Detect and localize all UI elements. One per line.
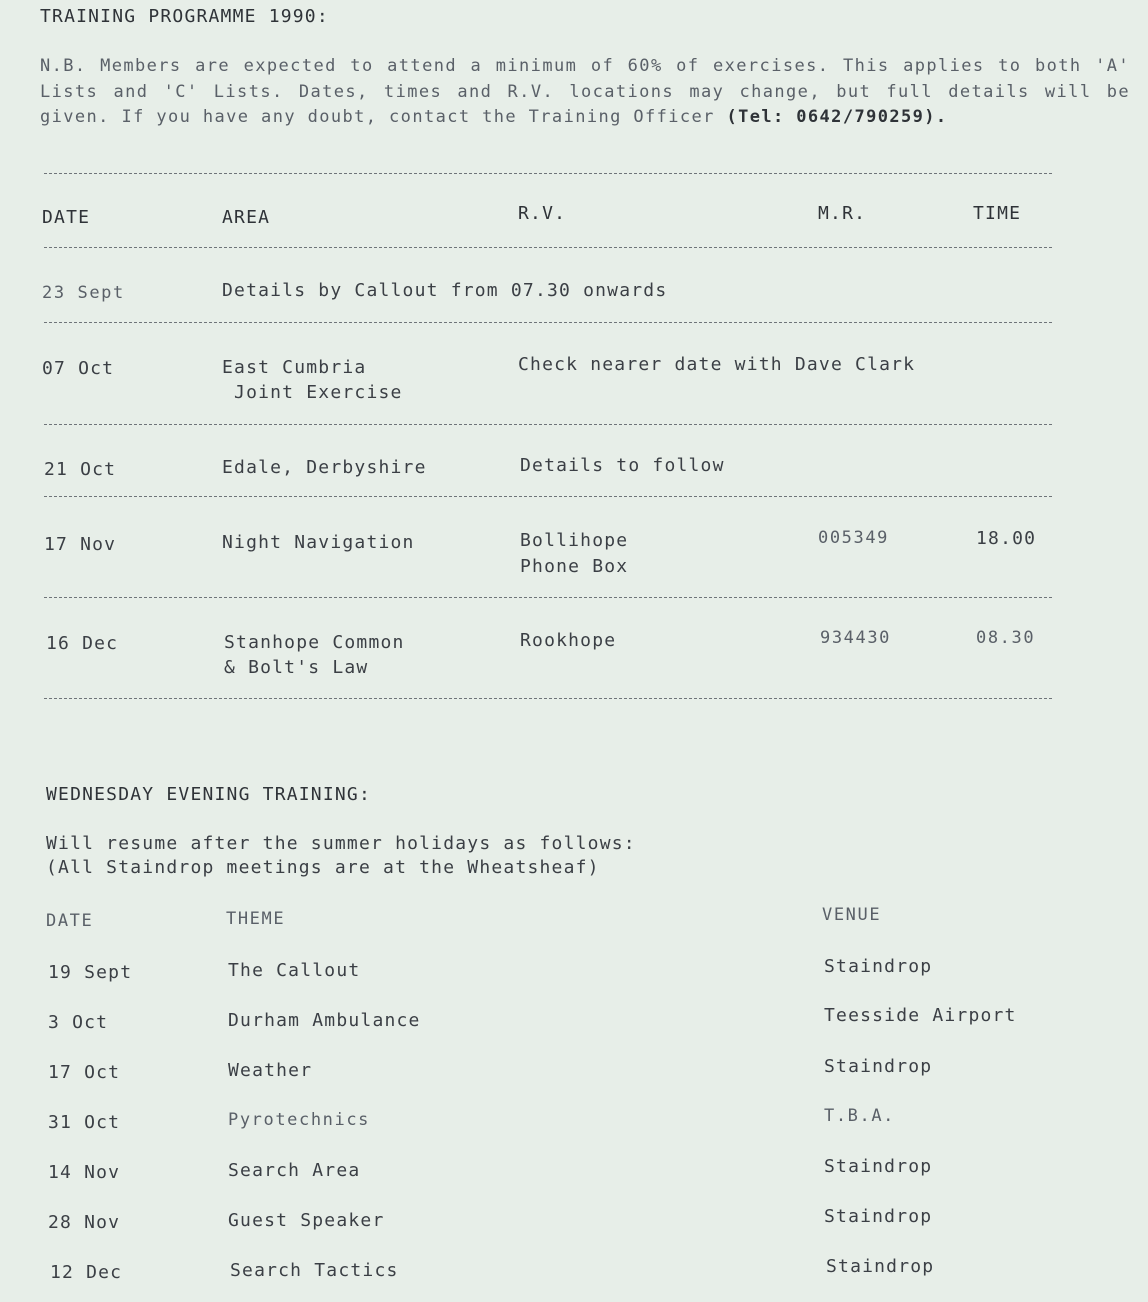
wednesday-row-theme: Search Tactics <box>230 1260 399 1281</box>
programme-row-mr: 005349 <box>818 528 890 548</box>
wednesday-row-date: 3 Oct <box>48 1012 109 1033</box>
divider <box>44 173 1052 174</box>
programme-row-rv: Rookhope <box>520 630 617 651</box>
programme-row-rv: Bollihope <box>520 530 629 551</box>
programme-row-time: 08.30 <box>976 628 1036 648</box>
wednesday-row-theme: Pyrotechnics <box>228 1110 371 1130</box>
wednesday-row-theme: Weather <box>228 1060 313 1081</box>
programme-row-area: Edale, Derbyshire <box>222 457 427 478</box>
programme-row-area: Stanhope Common <box>224 632 405 653</box>
wednesday-row-venue: Staindrop <box>824 1206 933 1227</box>
header-date: DATE <box>42 207 91 228</box>
wednesday-row-date: 19 Sept <box>48 962 133 983</box>
header-rv: R.V. <box>518 203 567 224</box>
programme-row-date: 21 Oct <box>44 459 117 480</box>
wednesday-row-date: 14 Nov <box>48 1162 121 1183</box>
page-title: TRAINING PROGRAMME 1990: <box>40 6 329 27</box>
programme-row-area: Night Navigation <box>222 532 415 553</box>
wednesday-row-venue: Staindrop <box>826 1256 935 1277</box>
programme-row-rv: Check nearer date with Dave Clark <box>518 354 916 375</box>
wednesday-row-theme: Guest Speaker <box>228 1210 385 1231</box>
header-date: DATE <box>46 911 94 931</box>
programme-row-time: 18.00 <box>976 528 1037 549</box>
programme-row-area: East Cumbria <box>222 357 367 378</box>
programme-row-rv: Phone Box <box>520 556 629 577</box>
note-telephone: (Tel: 0642/790259). <box>726 107 948 127</box>
programme-row-date: 07 Oct <box>42 358 115 379</box>
divider <box>44 322 1052 323</box>
divider <box>44 597 1052 598</box>
programme-row-date: 23 Sept <box>42 283 125 303</box>
programme-row-area: Details by Callout from 07.30 onwards <box>222 280 668 301</box>
wednesday-row-venue: Staindrop <box>824 1156 933 1177</box>
wednesday-row-venue: Teesside Airport <box>824 1005 1017 1026</box>
programme-row-mr: 934430 <box>820 628 892 648</box>
section-heading: WEDNESDAY EVENING TRAINING: <box>46 784 371 805</box>
programme-row-date: 16 Dec <box>46 633 119 654</box>
header-mr: M.R. <box>818 203 867 224</box>
note-text: N.B. Members are expected to attend a minimum of 60% of exercises. This applies to both 'A' Lists and 'C' Lists. Dates, times and R.V. locations may change, but full details will be given. If you have any doubt, contact the Training Officer <box>40 56 1130 127</box>
section-intro: Will resume after the summer holidays as follows: <box>46 833 636 854</box>
divider <box>44 698 1052 699</box>
divider <box>44 496 1052 497</box>
header-venue: VENUE <box>822 905 882 925</box>
wednesday-row-date: 17 Oct <box>48 1062 121 1083</box>
programme-row-rv: Details to follow <box>520 455 725 476</box>
wednesday-row-date: 31 Oct <box>48 1112 121 1133</box>
header-time: TIME <box>973 203 1022 224</box>
wednesday-row-theme: The Callout <box>228 960 361 981</box>
divider <box>44 424 1052 425</box>
wednesday-row-theme: Durham Ambulance <box>228 1010 421 1031</box>
header-theme: THEME <box>226 909 286 929</box>
wednesday-row-theme: Search Area <box>228 1160 361 1181</box>
header-area: AREA <box>222 207 271 228</box>
wednesday-row-venue: T.B.A. <box>824 1106 896 1126</box>
programme-row-date: 17 Nov <box>44 534 117 555</box>
divider <box>44 247 1052 248</box>
wednesday-row-venue: Staindrop <box>824 956 933 977</box>
wednesday-row-date: 12 Dec <box>50 1262 123 1283</box>
programme-row-area: & Bolt's Law <box>224 657 369 678</box>
wednesday-row-venue: Staindrop <box>824 1056 933 1077</box>
attendance-note <box>40 54 1130 131</box>
programme-row-area: Joint Exercise <box>222 382 403 403</box>
section-intro: (All Staindrop meetings are at the Wheatsheaf) <box>46 857 600 878</box>
wednesday-row-date: 28 Nov <box>48 1212 121 1233</box>
